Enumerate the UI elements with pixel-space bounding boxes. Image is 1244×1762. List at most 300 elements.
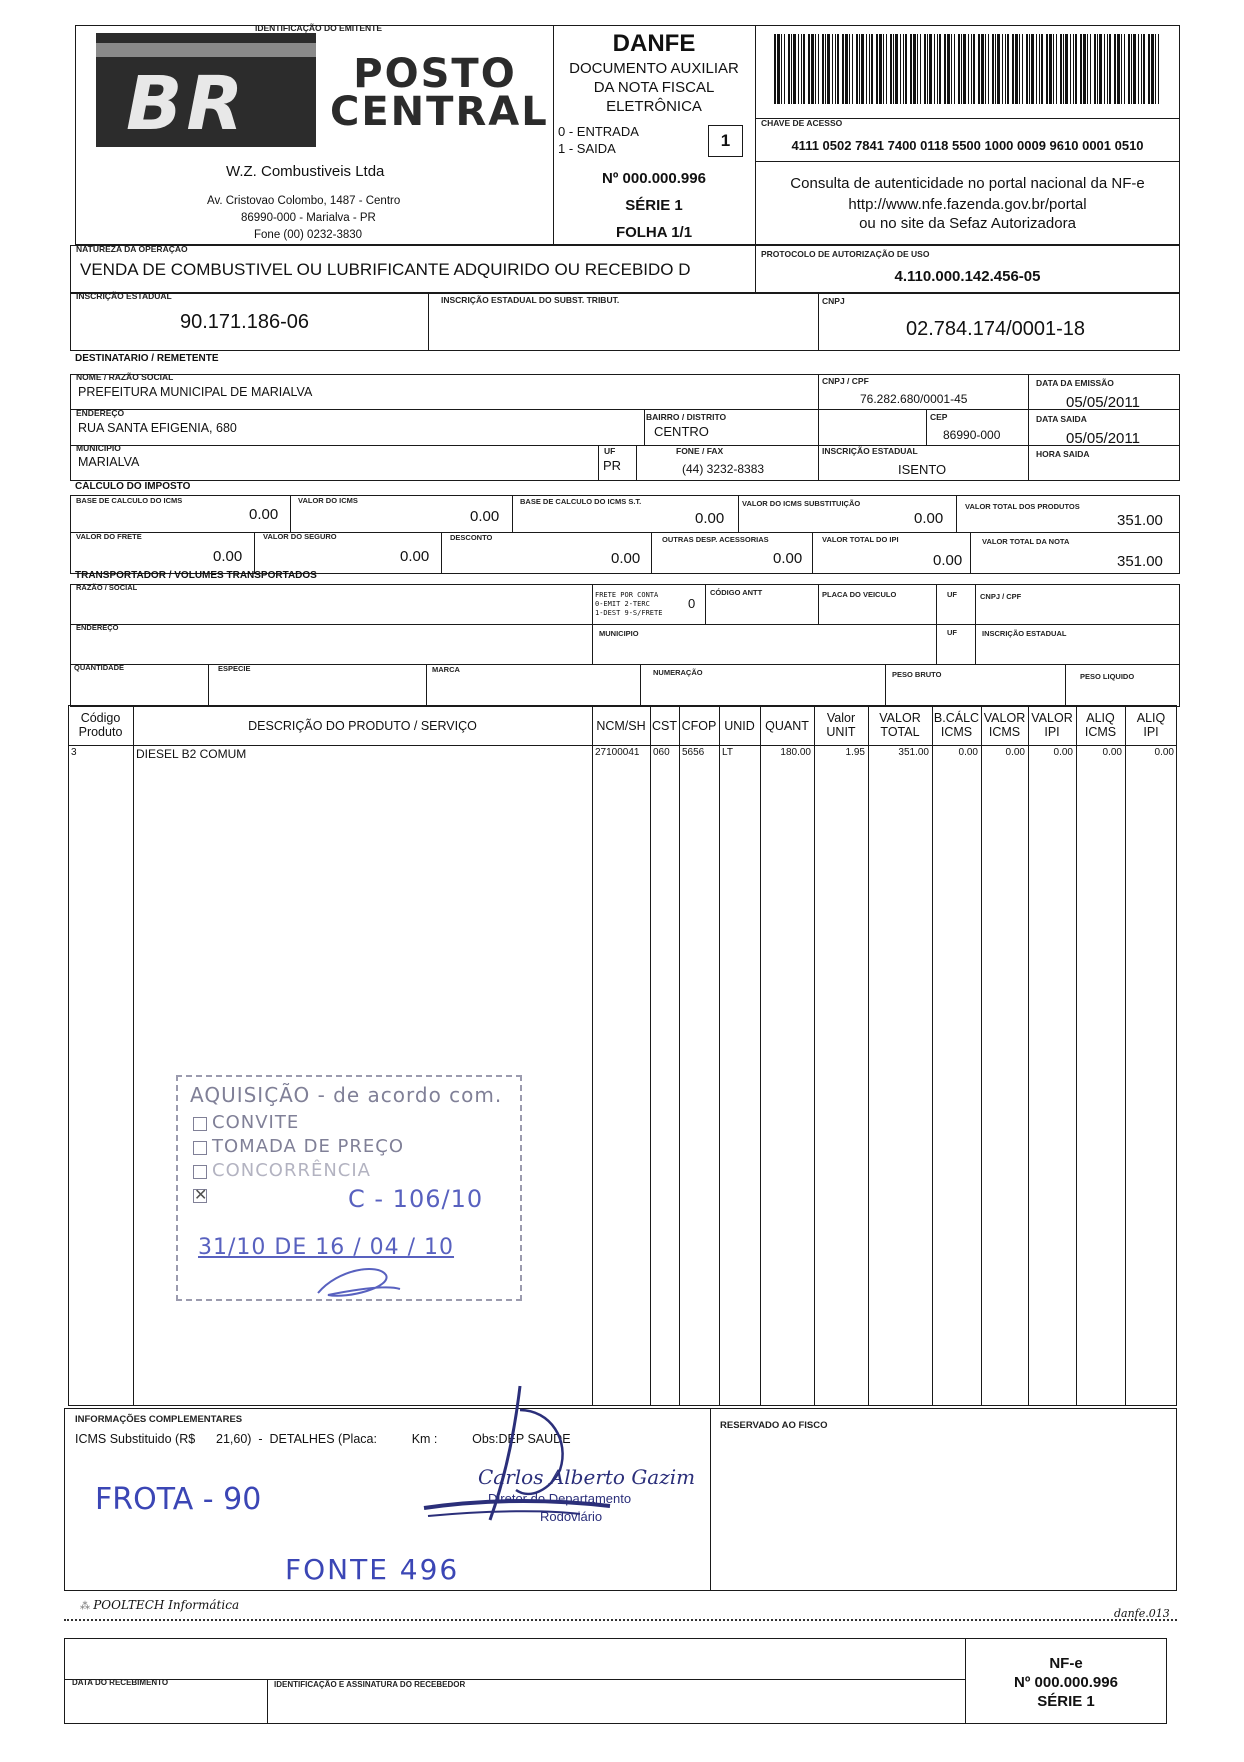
stamp-signature-scribble (308, 1259, 408, 1303)
divider (70, 532, 1180, 533)
barcode-bar (1090, 34, 1091, 104)
barcode-bar (1131, 34, 1132, 104)
barcode-bar (997, 34, 1000, 104)
consulta-line2[interactable]: http://www.nfe.fazenda.gov.br/portal (848, 196, 1087, 213)
handwritten-fonte: FONTE 496 (285, 1553, 460, 1586)
barcode-bar (1053, 34, 1054, 104)
saida-value: 05/05/2011 (1066, 430, 1140, 447)
divider (70, 445, 1180, 446)
natureza-label: NATUREZA DA OPERAÇÃO (76, 244, 188, 254)
barcode-bar (781, 34, 782, 104)
especie-label: ESPECIE (218, 664, 251, 673)
barcode-bar (1039, 34, 1040, 104)
barcode-bar (963, 34, 966, 104)
fone-value: (44) 3232-8383 (682, 462, 765, 476)
issuer-section-label: IDENTIFICAÇÃO DO EMITENTE (255, 23, 383, 33)
barcode-bar (827, 34, 830, 104)
barcode-bar (954, 34, 955, 104)
bairro-label: BAIRRO / DISTRITO (646, 412, 727, 422)
barcode-bar (893, 34, 894, 104)
barcode-bar (1114, 34, 1116, 104)
barcode-bar (1049, 34, 1052, 104)
barcode-bar (1012, 34, 1014, 104)
uf-value: PR (603, 458, 622, 473)
barcode-bar (944, 34, 946, 104)
barcode-bar (937, 34, 938, 104)
barcode-bar (978, 34, 980, 104)
column-divider (1125, 705, 1126, 1406)
logo-text: BR (126, 61, 248, 147)
barcode-bar (1155, 34, 1156, 104)
barcode-bar (1060, 34, 1062, 104)
barcode-bar (939, 34, 941, 104)
divider (598, 445, 599, 481)
barcode-bar (1138, 34, 1139, 104)
barcode-bar (1121, 34, 1122, 104)
barcode-bar (1056, 34, 1057, 104)
barcode-bar (818, 34, 819, 104)
barcode-bar (1124, 34, 1125, 104)
danfe-subtitle-1: DOCUMENTO AUXILIAR (569, 60, 739, 77)
cep-value: 86990-000 (943, 428, 1001, 442)
municipio-label: MUNICIPIO (76, 443, 121, 453)
table-cell: 060 (653, 747, 670, 758)
software-logo-icon: ⁂ (80, 1601, 94, 1612)
barcode-bar (900, 34, 901, 104)
icms-value: 0.00 (470, 508, 500, 525)
ie-value: 90.171.186-06 (180, 311, 310, 333)
barcode-bar (1073, 34, 1074, 104)
column-header: CST (652, 719, 677, 733)
icms-st-value: 0.00 (914, 510, 944, 527)
recipient-name-label: NOME / RAZÃO SOCIAL (76, 372, 174, 382)
barcode-bar (876, 34, 878, 104)
barcode-bar (1007, 34, 1009, 104)
column-divider (133, 705, 134, 1406)
tax-section: CÁLCULO DO IMPOSTO (75, 481, 191, 492)
handwritten-frota: FROTA - 90 (95, 1482, 262, 1517)
placa-label: PLACA DO VEICULO (822, 590, 897, 599)
barcode-bar (1087, 34, 1088, 104)
barcode-bar (777, 34, 780, 104)
danfe-code: danfe.013 (1114, 1607, 1170, 1620)
desconto-label: DESCONTO (450, 533, 493, 542)
barcode-bar (1070, 34, 1071, 104)
danfe-number: Nº 000.000.996 (602, 170, 706, 187)
divider (592, 584, 593, 664)
danfe-subtitle-2: DA NOTA FISCAL (593, 79, 715, 96)
footer-number: Nº 000.000.996 (1014, 1674, 1118, 1691)
danfe-subtitle-3: ELETRÔNICA (606, 98, 702, 115)
divider (1065, 664, 1066, 707)
protocolo-value: 4.110.000.142.456-05 (894, 268, 1041, 285)
stamp-line5: C - 106/10 (348, 1185, 484, 1213)
column-header: VALOR TOTAL (879, 711, 921, 739)
divider (208, 664, 209, 707)
divider (705, 584, 706, 624)
table-cell: DIESEL B2 COMUM (136, 747, 247, 761)
divider (441, 532, 442, 574)
column-divider (932, 705, 933, 1406)
barcode-bar (1080, 34, 1082, 104)
quantidade-label: QUANTIDADE (74, 663, 124, 672)
divider (636, 445, 637, 481)
column-header: DESCRIÇÃO DO PRODUTO / SERVIÇO (248, 719, 477, 733)
recebimento-label: DATA DO RECEBIMENTO (72, 1678, 169, 1687)
barcode-bar (1117, 34, 1120, 104)
divider (710, 1408, 711, 1591)
total-prod-value: 351.00 (1117, 512, 1163, 529)
barcode-bar (1002, 34, 1003, 104)
outras-value: 0.00 (773, 550, 803, 567)
barcode-bar (871, 34, 873, 104)
table-cell: 0.00 (1053, 747, 1073, 758)
acquisition-stamp (176, 1075, 522, 1301)
barcode-bar (793, 34, 796, 104)
icms-label: VALOR DO ICMS (298, 496, 358, 505)
divider (70, 624, 1180, 625)
barcode-bar (849, 34, 850, 104)
column-divider (760, 705, 761, 1406)
total-nota-label: VALOR TOTAL DA NOTA (982, 537, 1070, 546)
barcode-bar (951, 34, 952, 104)
frete-conta-value: 0 (688, 596, 696, 611)
danfe-type-value: 1 (720, 131, 731, 150)
divider (970, 532, 971, 574)
barcode-bar (1104, 34, 1105, 104)
footer-nfe: NF-e (1049, 1655, 1083, 1672)
divider (936, 584, 937, 664)
bc-st-value: 0.00 (695, 510, 725, 527)
recipient-endereco-label: ENDEREÇO (76, 408, 125, 418)
transport-ie-label: INSCRIÇÃO ESTADUAL (982, 629, 1067, 638)
barcode-bar (1143, 34, 1145, 104)
stamp-line3: TOMADA DE PREÇO (212, 1136, 405, 1157)
barcode-bar (866, 34, 867, 104)
divider (926, 409, 927, 445)
barcode-bar (992, 34, 994, 104)
divider (818, 374, 819, 445)
danfe-title: DANFE (612, 30, 696, 57)
stamp-line1: AQUISIÇÃO - de acordo com. (190, 1083, 503, 1107)
divider (885, 664, 886, 707)
column-header: Valor UNIT (826, 711, 856, 739)
divider (818, 445, 819, 481)
stamp-checkbox-tomada (193, 1141, 207, 1155)
divider (755, 161, 1180, 162)
barcode-bar (961, 34, 962, 104)
issuer-address-line2: 86990-000 - Marialva - PR (241, 212, 376, 224)
barcode-bar (1019, 34, 1020, 104)
column-header: NCM/SH (596, 719, 646, 733)
barcode-bar (801, 34, 802, 104)
barcode-bar (913, 34, 916, 104)
recipient-cnpj: 76.282.680/0001-45 (860, 392, 968, 406)
table-cell: 0.00 (1005, 747, 1025, 758)
total-nota-value: 351.00 (1117, 553, 1163, 570)
table-cell: 0.00 (1154, 747, 1174, 758)
column-divider (592, 705, 593, 1406)
barcode-bar (1031, 34, 1034, 104)
danfe-type-box (708, 125, 743, 157)
transport-razao-label: RAZÃO / SOCIAL (76, 583, 138, 592)
logo-subtitle: POSTO CENTRAL (330, 51, 549, 135)
table-cell: 3 (71, 747, 77, 758)
divider (290, 495, 291, 532)
barcode-bar (934, 34, 935, 104)
barcode-bar (886, 34, 887, 104)
barcode-bar (973, 34, 975, 104)
barcode-bar (835, 34, 836, 104)
column-divider (1076, 705, 1077, 1406)
complementary-text: ICMS Substituido (R$ 21,60) - DETALHES (Placa: Km : Obs:DEP SAUDE (75, 1432, 571, 1446)
column-divider (650, 705, 651, 1406)
barcode-bar (981, 34, 984, 104)
barcode-bar (1141, 34, 1142, 104)
barcode-bar (910, 34, 912, 104)
stamp-checkbox-concorrencia (193, 1165, 207, 1179)
divider (651, 532, 652, 574)
column-divider (719, 705, 720, 1406)
barcode-bar (1065, 34, 1068, 104)
barcode-bar (784, 34, 785, 104)
table-cell: 1.95 (845, 747, 865, 758)
natureza-value: VENDA DE COMBUSTIVEL OU LUBRIFICANTE ADQUIRIDO OU RECEBIDO D (80, 260, 691, 279)
ie-label: INSCRIÇÃO ESTADUAL (76, 291, 172, 301)
peso-bruto-label: PESO BRUTO (892, 670, 942, 679)
barcode-bar (808, 34, 810, 104)
consulta-line3: ou no site da Sefaz Autorizadora (859, 215, 1076, 232)
emissao-label: DATA DA EMISSÃO (1036, 378, 1114, 388)
barcode-bar (1041, 34, 1043, 104)
seguro-value: 0.00 (400, 548, 430, 565)
frete-conta-line2: 0-EMIT 2-TERC (595, 600, 650, 608)
barcode-bar (903, 34, 904, 104)
column-header: Código Produto (78, 711, 123, 739)
barcode-bar (837, 34, 839, 104)
barcode-bar (1151, 34, 1154, 104)
footer-serie: SÉRIE 1 (1037, 1693, 1095, 1710)
signature-scribble (420, 1380, 620, 1530)
signature-role2: Rodoviário (540, 1509, 603, 1524)
divider (640, 664, 641, 707)
stamp-line2: CONVITE (212, 1112, 300, 1133)
divider (818, 584, 819, 624)
column-divider (981, 705, 982, 1406)
barcode-bar (1075, 34, 1077, 104)
table-cell: 27100041 (595, 747, 640, 758)
divider (428, 293, 429, 351)
table-cell: 0.00 (1102, 747, 1122, 758)
divider (975, 584, 976, 664)
items-header-divider (68, 745, 1177, 746)
transport-section: TRANSPORTADOR / VOLUMES TRANSPORTADOS (75, 570, 317, 581)
cnpj-value: 02.784.174/0001-18 (906, 318, 1086, 340)
barcode-bar (1005, 34, 1006, 104)
barcode-bar (924, 34, 926, 104)
bc-icms-label: BASE DE CALCULO DO ICMS (76, 496, 183, 505)
danfe-saida: 1 - SAIDA (558, 141, 616, 156)
barcode-bar (1094, 34, 1096, 104)
danfe-entrada: 0 - ENTRADA (558, 124, 639, 139)
ie-st-label: INSCRIÇÃO ESTADUAL DO SUBST. TRIBUT. (441, 295, 620, 305)
barcode-bar (791, 34, 792, 104)
barcode-bar (1046, 34, 1048, 104)
issuer-address-line1: Av. Cristovao Colombo, 1487 - Centro (207, 195, 401, 207)
barcode-bar (1128, 34, 1130, 104)
barcode-bar (1097, 34, 1098, 104)
barcode-bar (1029, 34, 1030, 104)
barcode-bar (774, 34, 776, 104)
barcode-bar (852, 34, 853, 104)
barcode-bar (1036, 34, 1037, 104)
barcode-bar (825, 34, 826, 104)
barcode-bar (1083, 34, 1086, 104)
icms-st-label: VALOR DO ICMS SUBSTITUIÇÃO (742, 499, 861, 508)
consulta-line1: Consulta de autenticidade no portal nacional da NF-e (790, 175, 1145, 192)
br-logo (96, 33, 316, 147)
column-divider (814, 705, 815, 1406)
barcode-bar (869, 34, 870, 104)
barcode-bar (890, 34, 892, 104)
barcode-bar (1109, 34, 1111, 104)
barcode-bar (1148, 34, 1150, 104)
barcode-bar (971, 34, 972, 104)
barcode-bar (788, 34, 790, 104)
barcode-bar (1099, 34, 1102, 104)
logo-stripe (96, 43, 316, 57)
barcode-bar (958, 34, 960, 104)
divider (738, 495, 739, 532)
ipi-value: 0.00 (933, 552, 963, 569)
recipient-cnpj-label: CNPJ / CPF (822, 376, 869, 386)
transport-endereco-label: ENDEREÇO (76, 623, 119, 632)
recebedor-label: IDENTIFICAÇÃO E ASSINATURA DO RECEBEDOR (274, 1680, 466, 1689)
column-header: ALIQ ICMS (1084, 711, 1117, 739)
barcode-bar (988, 34, 989, 104)
divider (70, 409, 1180, 410)
recipient-name: PREFEITURA MUNICIPAL DE MARIALVA (78, 385, 313, 399)
barcode-bar (1133, 34, 1136, 104)
barcode-bar (1015, 34, 1018, 104)
outras-label: OUTRAS DESP. ACESSORIAS (662, 535, 769, 544)
barcode-bar (917, 34, 918, 104)
dotted-cut-line (64, 1619, 1177, 1621)
ipi-label: VALOR TOTAL DO IPI (822, 535, 899, 544)
divider (254, 532, 255, 574)
peso-liquido-label: PESO LIQUIDO (1080, 672, 1135, 681)
barcode-bar (822, 34, 824, 104)
municipio-value: MARIALVA (78, 455, 140, 469)
divider (818, 293, 819, 351)
cep-label: CEP (930, 412, 948, 422)
software-credit (80, 1598, 239, 1612)
stamp-line4: CONCORRÊNCIA (212, 1160, 371, 1181)
fone-label: FONE / FAX (676, 446, 724, 456)
barcode-bar (879, 34, 882, 104)
antt-label: CÓDIGO ANTT (710, 588, 763, 597)
frete-conta-line3: 1-DEST 9-S/FRETE (595, 609, 663, 617)
barcode-bar (968, 34, 969, 104)
divider (64, 1679, 965, 1680)
divider (426, 664, 427, 707)
recipient-ie-label: INSCRIÇÃO ESTADUAL (822, 446, 918, 456)
barcode-bar (803, 34, 805, 104)
seguro-label: VALOR DO SEGURO (263, 532, 337, 541)
saida-label: DATA SAIDA (1036, 414, 1087, 424)
uf-label: UF (604, 446, 616, 456)
marca-label: MARCA (432, 665, 460, 674)
column-header: ALIQ IPI (1136, 711, 1166, 739)
column-divider (1028, 705, 1029, 1406)
stamp-line6: 31/10 DE 16 / 04 / 10 (198, 1235, 455, 1260)
barcode-bar (947, 34, 950, 104)
barcode-bar (842, 34, 844, 104)
issuer-phone: Fone (00) 0232-3830 (254, 229, 363, 241)
divider (644, 409, 645, 445)
transport-cnpj-label: CNPJ / CPF (980, 592, 1022, 601)
barcode-bar (1107, 34, 1108, 104)
barcode-bar (811, 34, 814, 104)
frete-label: VALOR DO FRETE (76, 532, 142, 541)
access-key-label: CHAVE DE ACESSO (761, 118, 843, 128)
divider (1028, 374, 1029, 481)
frete-conta-line1: FRETE POR CONTA (595, 591, 659, 599)
divider (267, 1679, 268, 1724)
barcode-bar (895, 34, 898, 104)
barcode-bar (929, 34, 932, 104)
table-cell: 180.00 (780, 747, 811, 758)
danfe-folha: FOLHA 1/1 (615, 224, 693, 241)
protocolo-label: PROTOCOLO DE AUTORIZAÇÃO DE USO (761, 249, 930, 259)
column-header: VALOR ICMS (983, 711, 1026, 739)
barcode-bar (1158, 34, 1159, 104)
stamp-checkbox-checked: ✕ (194, 1187, 208, 1204)
desconto-value: 0.00 (611, 550, 641, 567)
signature-name: Carlos Alberto Gazim (478, 1465, 696, 1489)
barcode-bar (905, 34, 907, 104)
access-key: 4111 0502 7841 7400 0118 5500 1000 0009 9610 0001 0510 (791, 138, 1144, 153)
barcode-bar (1063, 34, 1064, 104)
bc-icms-value: 0.00 (249, 506, 279, 523)
barcode-bar (815, 34, 816, 104)
barcode-bar (861, 34, 864, 104)
stamp-checkbox-convite (193, 1117, 207, 1131)
divider (812, 532, 813, 574)
issuer-company-name: W.Z. Combustiveis Ltda (226, 163, 385, 180)
barcode-bar (845, 34, 848, 104)
transport-uf-label: UF (947, 590, 957, 599)
recipient-ie: ISENTO (898, 462, 947, 477)
column-header: CFOP (681, 719, 717, 733)
column-header: QUANT (765, 719, 809, 733)
hora-label: HORA SAIDA (1036, 449, 1090, 459)
column-divider (679, 705, 680, 1406)
bc-st-label: BASE DE CALCULO DO ICMS S.T. (520, 497, 642, 506)
table-cell: 0.00 (958, 747, 978, 758)
column-header: VALOR IPI (1031, 711, 1073, 739)
column-divider (868, 705, 869, 1406)
barcode-bar (883, 34, 884, 104)
fisco-label: RESERVADO AO FISCO (720, 1420, 828, 1431)
table-cell: LT (722, 747, 733, 758)
column-header: B.CÁLC ICMS (933, 711, 980, 739)
barcode-bar (927, 34, 928, 104)
divider (512, 495, 513, 532)
barcode-bar (832, 34, 833, 104)
barcode (774, 34, 1164, 104)
total-prod-label: VALOR TOTAL DOS PRODUTOS (965, 502, 1080, 511)
